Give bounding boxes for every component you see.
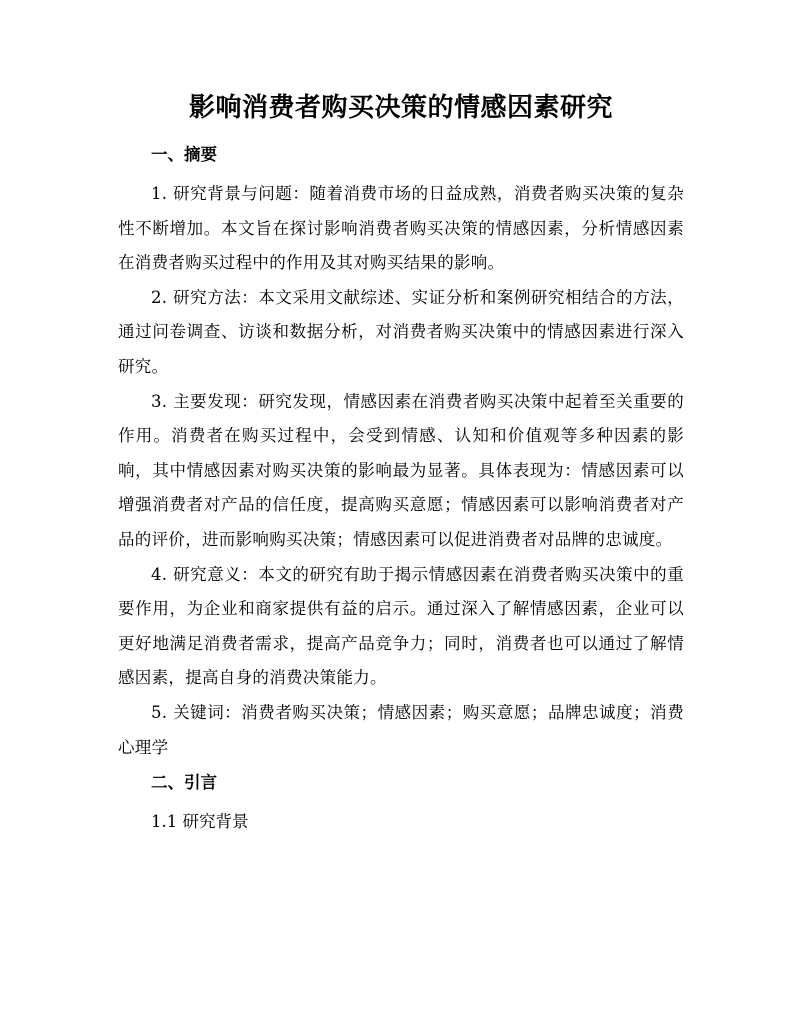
abstract-heading: 一、摘要 [151,145,217,164]
intro-heading: 二、引言 [151,773,217,793]
abstract-item-4: 4. 研究意义：本文的研究有助于揭示情感因素在消费者购买决策中的重要作用，为企业和商家提供有益的启示。通过深入了解情感因素，企业可以更好地满足消费者需求，提高产品竞争力；同时，消费者也可以通过了解情感因素，提高自身的消费决策能力。 [118,564,684,688]
abstract-item-5: 5. 关键词：消费者购买决策；情感因素；购买意愿；品牌忠诚度；消费心理学 [118,702,684,757]
abstract-item-3: 3. 主要发现：研究发现，情感因素在消费者购买决策中起着至关重要的作用。消费者在购买过程中，会受到情感、认知和价值观等多种因素的影响，其中情感因素对购买决策的影响最为显著。具体表现为：情感因素可以增强消费者对产品的信任度，提高购买意愿；情感因素可以影响消费者对产品的评价，进而影响购买决策；情感因素可以促进消费者对品牌的忠诚度。 [118,391,684,549]
intro-subheading: 1.1 研究背景 [151,812,249,832]
document-title: 影响消费者购买决策的情感因素研究 [188,93,613,123]
abstract-item-1: 1. 研究背景与问题：随着消费市场的日益成熟，消费者购买决策的复杂性不断增加。本文旨在探讨影响消费者购买决策的情感因素，分析情感因素在消费者购买过程中的作用及其对购买结果的影响。 [118,184,684,273]
abstract-item-2: 2. 研究方法：本文采用文献综述、实证分析和案例研究相结合的方法，通过问卷调查、访谈和数据分析，对消费者购买决策中的情感因素进行深入研究。 [118,287,684,376]
